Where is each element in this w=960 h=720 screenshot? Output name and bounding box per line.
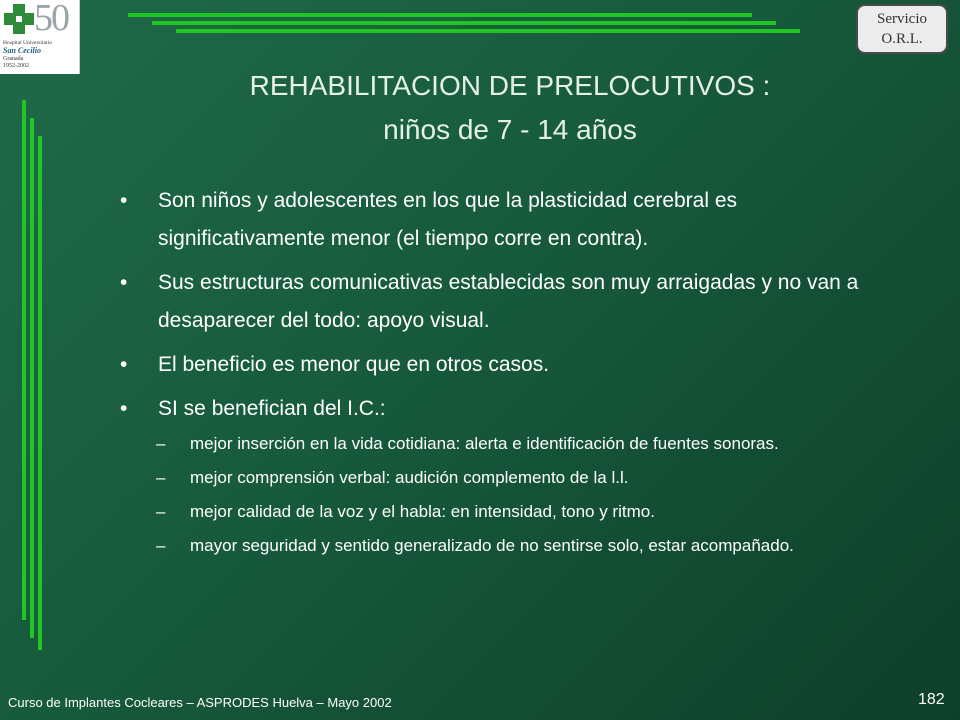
sub-bullet-text: mejor calidad de la voz y el habla: en intensidad, tono y ritmo.	[190, 502, 655, 521]
top-accent-line-3	[176, 29, 800, 33]
side-accent-line-3	[38, 136, 42, 650]
side-accent-line-1	[22, 100, 26, 620]
slide-subtitle: niños de 7 - 14 años	[383, 114, 637, 145]
sub-bullet-dash: –	[156, 502, 166, 521]
side-accent-line-2	[30, 118, 34, 638]
logo-line-4: 1952-2002	[3, 63, 29, 69]
sub-bullet-item	[156, 532, 880, 559]
logo-line-1: Hospital Universitario	[3, 40, 53, 46]
green-cross-icon	[2, 2, 36, 36]
sub-bullet-text: mayor seguridad y sentido generalizado de no sentirse solo, estar acompañado.	[190, 536, 794, 555]
top-accent-line-2	[152, 21, 776, 25]
bullet-text: Sus estructuras comunicativas establecidas son muy arraigadas y no van a desaparecer del todo: apoyo visual.	[158, 271, 859, 332]
bullet-dot: •	[120, 397, 128, 420]
bullet-text: El beneficio es menor que en otros casos.	[158, 353, 550, 376]
page-number: 182	[918, 691, 945, 708]
logo-line-3: Granada	[3, 56, 24, 62]
hospital-logo	[0, 0, 80, 74]
bullet-dot: •	[120, 353, 128, 376]
bullet-item	[120, 182, 880, 258]
bullet-text: Son niños y adolescentes en los que la plasticidad cerebral es significativamente menor (el tiempo corre en contra).	[158, 189, 738, 250]
sub-bullet-item	[156, 464, 880, 491]
top-accent-line-1	[128, 13, 752, 17]
badge-line-2: O.R.L.	[881, 31, 923, 47]
bullet-dot: •	[120, 271, 128, 294]
servicio-orl-badge	[856, 4, 948, 54]
sub-bullet-dash: –	[156, 536, 166, 555]
slide-title: REHABILITACION DE PRELOCUTIVOS :	[249, 70, 771, 101]
sub-bullet-list	[120, 430, 880, 559]
sub-bullet-dash: –	[156, 434, 166, 453]
logo-anniversary-number: 50	[34, 0, 68, 39]
sub-bullet-text: mejor inserción en la vida cotidiana: alerta e identificación de fuentes sonoras.	[190, 434, 779, 453]
badge-line-1: Servicio	[877, 11, 927, 27]
bullet-list	[120, 182, 880, 566]
bullet-dot: •	[120, 189, 128, 212]
bullet-text: SI se benefician del I.C.:	[158, 397, 386, 420]
sub-bullet-dash: –	[156, 468, 166, 487]
sub-bullet-item	[156, 498, 880, 525]
sub-bullet-text: mejor comprensión verbal: audición complemento de la l.l.	[190, 468, 629, 487]
logo-line-2: San Cecilio	[3, 46, 42, 55]
bullet-item	[120, 346, 880, 384]
sub-bullet-item	[156, 430, 880, 457]
bullet-item	[120, 390, 880, 428]
footer-text: Curso de Implantes Cocleares – ASPRODES Huelva – Mayo 2002	[8, 695, 392, 710]
bullet-item	[120, 264, 880, 340]
